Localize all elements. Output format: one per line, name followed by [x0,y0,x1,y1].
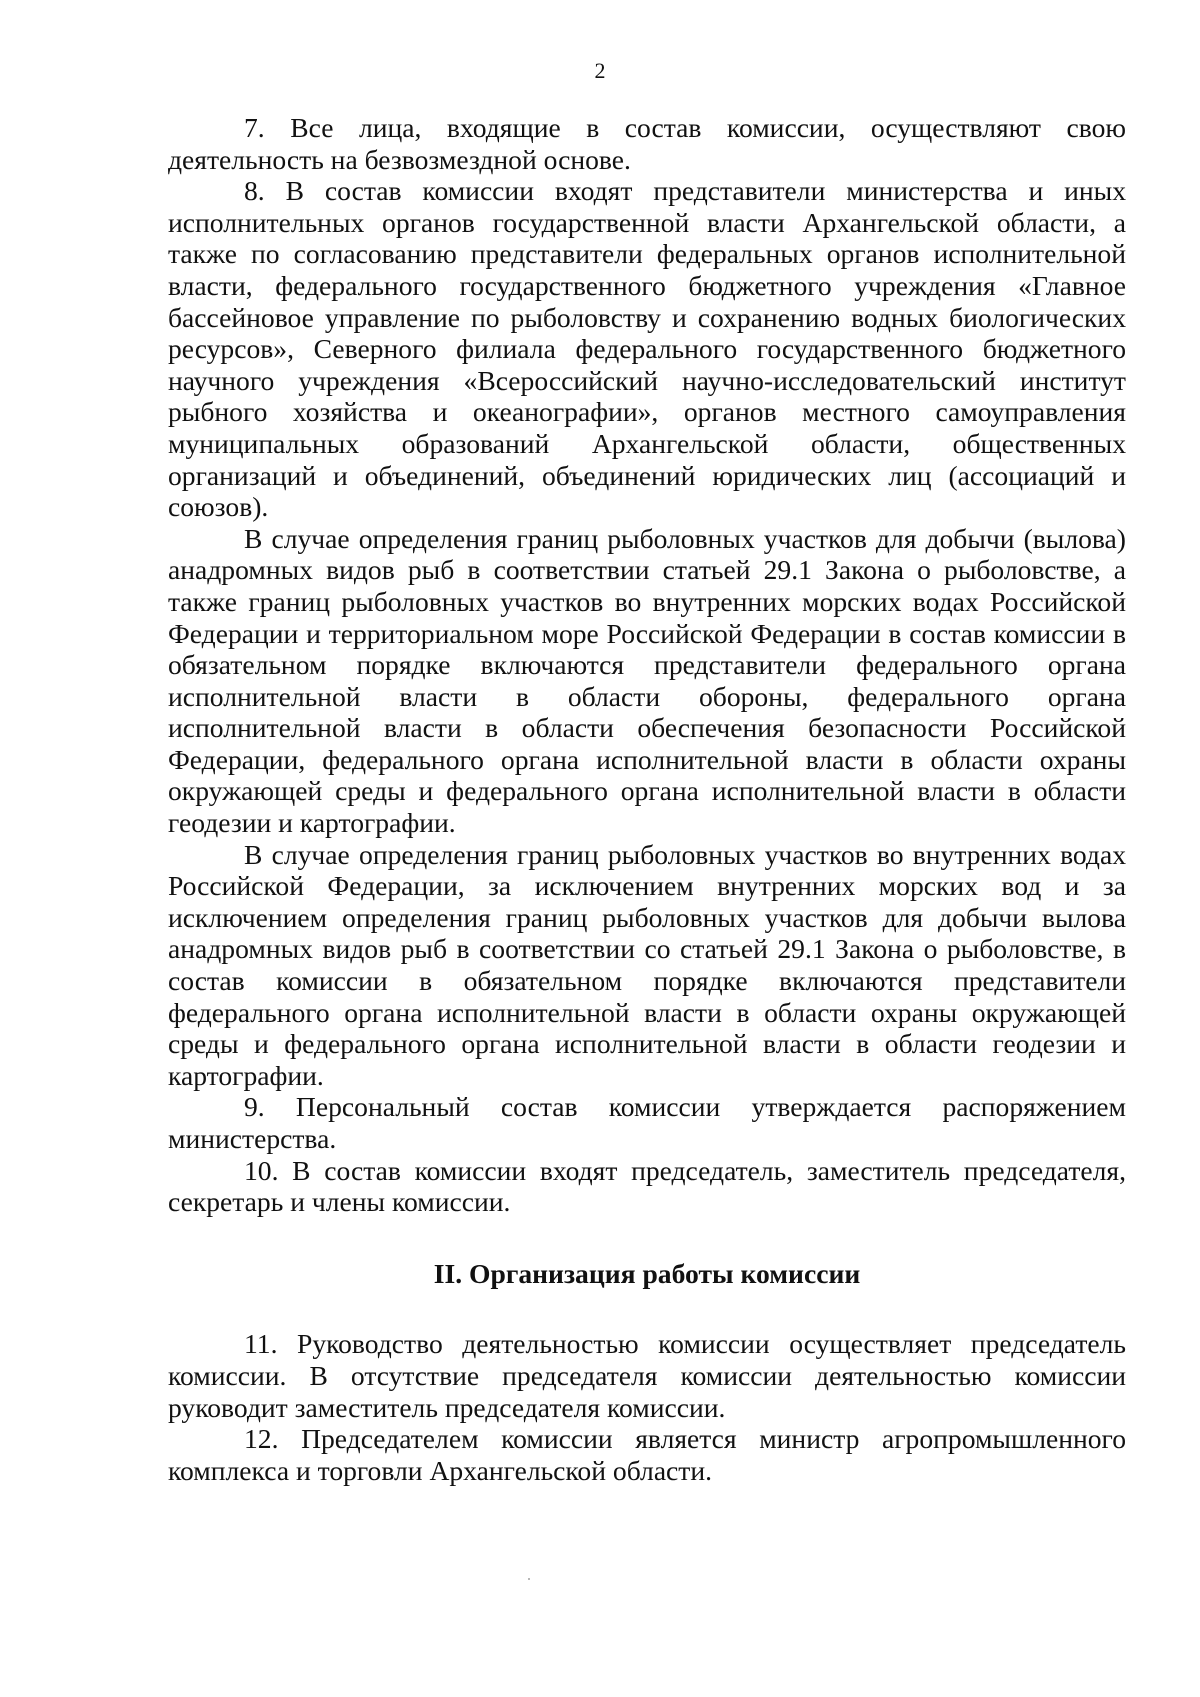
paragraph-8: 8. В состав комиссии входят представители министерства и иных исполнительных органов государственной власти Архангельской области, а также по согласованию представители федеральных органов исполнительной власти, федерального государственного бюджетного учреждения «Главное бассейновое управление по рыболовству и сохранению водных биологических ресурсов», Северного филиала федерального государственного бюджетного научного учреждения «Всероссийский научно-исследовательский институт рыбного хозяйства и океанографии», органов местного самоуправления муниципальных образований Архангельской области, общественных организаций и объединений, объединений юридических лиц (ассоциаций и союзов). [168,175,1126,523]
paragraph-8-inland-waters-case: В случае определения границ рыболовных участков во внутренних водах Российской Федерации, за исключением внутренних морских вод и за исключением определения границ рыболовных участков для добычи вылова анадромных видов рыб в соответствии со статьей 29.1 Закона о рыболовстве, в состав комиссии в обязательном порядке включаются представители федерального органа исполнительной власти в области охраны окружающей среды и федерального органа исполнительной власти в области геодезии и картографии. [168,838,1126,1091]
paragraph-11: 11. Руководство деятельностью комиссии осуществляет председатель комиссии. В отсутствие председателя комиссии деятельностью комиссии руководит заместитель председателя комиссии. [168,1328,1126,1423]
paragraph-12: 12. Председателем комиссии является министр агропромышленного комплекса и торговли Архангельской области. [168,1423,1126,1486]
paragraph-9: 9. Персональный состав комиссии утверждается распоряжением министерства. [168,1091,1126,1154]
paragraph-10: 10. В состав комиссии входят председатель, заместитель председателя, секретарь и члены комиссии. [168,1154,1126,1218]
paragraph-7: 7. Все лица, входящие в состав комиссии, осуществляют свою деятельность на безвозмездной основе. [168,112,1126,175]
section-heading: II. Организация работы комиссии [433,1257,861,1289]
paragraph-8-anadromous-case: В случае определения границ рыболовных участков для добычи (вылова) анадромных видов рыб в соответствии статьей 29.1 Закона о рыболовстве, а также границ рыболовных участков во внутренних морских водах Российской Федерации и территориальном море Российской Федерации в состав комиссии в обязательном порядке включаются представители федерального органа исполнительной власти в области обороны, федерального органа исполнительной власти в области обеспечения безопасности Российской Федерации, федерального органа исполнительной власти в области охраны окружающей среды и федерального органа исполнительной власти в области геодезии и картографии. [168,522,1126,839]
page-number: 2 [594,58,606,83]
document-body [168,112,1126,1486]
scan-speck [528,1578,530,1580]
